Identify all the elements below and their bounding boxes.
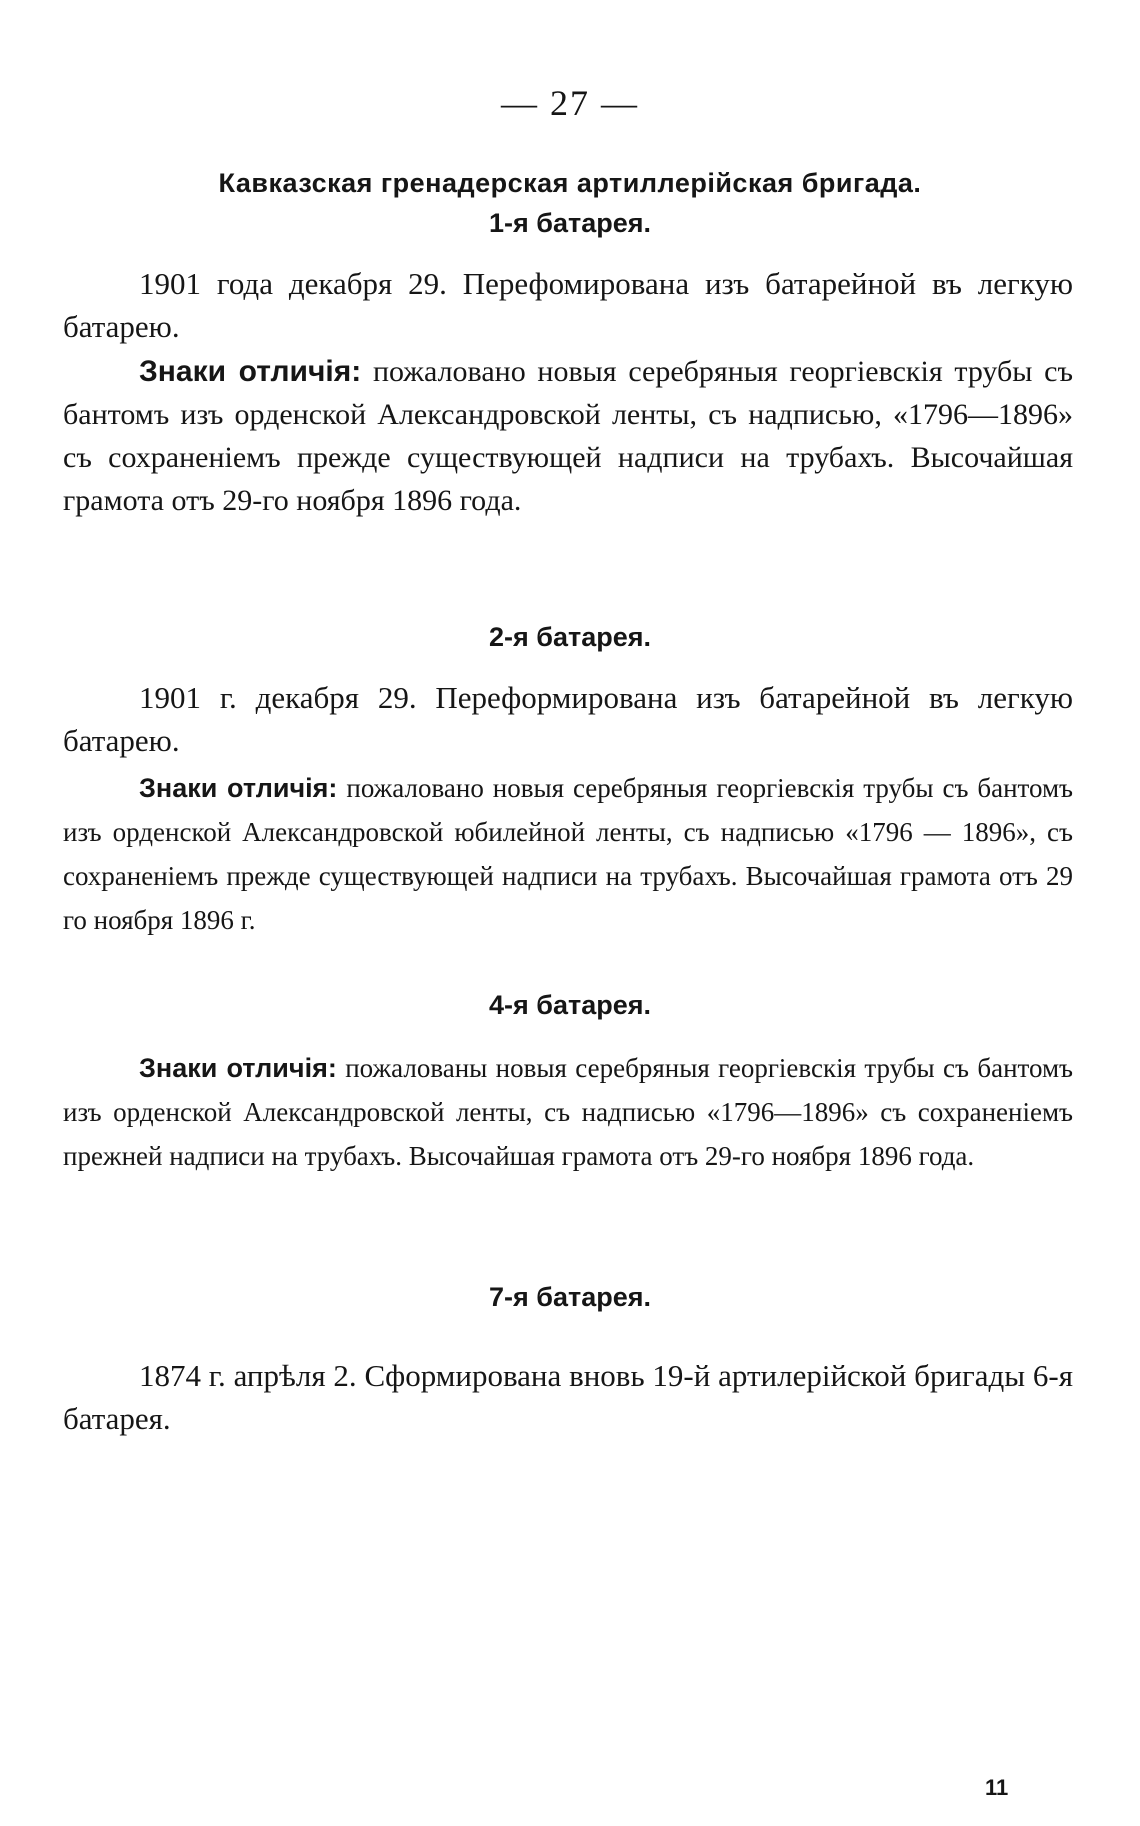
section-1-text: пожаловано новыя серебряныя георгіевскія трубы съ бантомъ изъ орденской Александровской ленты, съ надписью, «1796—1896» съ сохраненіемъ прежде существующей надписи на трубахъ. Высочайшая грамота отъ 29-го ноября 1896 года. [63, 355, 1074, 517]
section-2-text: пожаловано новыя серебряныя георгіевскія трубы съ бантомъ изъ орденской Александровской юбилейной ленты, съ надписью «1796 — 1896», съ сохраненіемъ прежде существующей надписи на трубахъ. Высочайшая грамота отъ 29 го ноября 1896 г. [63, 773, 1073, 935]
section-1-label: Знаки отличія: [139, 355, 362, 388]
section-heading-2: 2-я батарея. [489, 622, 651, 652]
section-2-paragraph-1: 1901 г. декабря 29. Переформирована изъ батарейной въ легкую батарею. [63, 680, 1073, 758]
section-2-paragraph-2 [63, 766, 1073, 942]
section-heading-7: 7-я батарея. [489, 1282, 651, 1312]
section-2-label: Знаки отличія: [139, 773, 338, 803]
section-7-paragraph: 1874 г. апрѣля 2. Сформирована вновь 19-й артилерійской бригады 6-я батарея. [63, 1358, 1073, 1436]
page-title: Кавказская гренадерская артиллерійская бригада. [218, 168, 922, 198]
section-4-paragraph [63, 1046, 1073, 1178]
section-heading-1: 1-я батарея. [489, 208, 651, 238]
signature-mark: 11 [985, 1775, 1009, 1800]
section-1-paragraph-1: 1901 года декабря 29. Перефомирована изъ батарейной въ легкую батарею. [63, 266, 1073, 344]
section-4-label: Знаки отличія: [139, 1053, 337, 1083]
section-1-paragraph-2 [63, 350, 1073, 522]
section-heading-4: 4-я батарея. [489, 990, 651, 1020]
section-4-text: пожалованы новыя серебряныя георгіевскія трубы съ бантомъ изъ орденской Александровской ленты, съ надписью «1796—1896» съ сохраненіемъ прежней надписи на трубахъ. Высочайшая грамота отъ 29-го ноября 1896 года. [63, 1053, 1073, 1171]
page-number: — 27 — [501, 83, 639, 123]
